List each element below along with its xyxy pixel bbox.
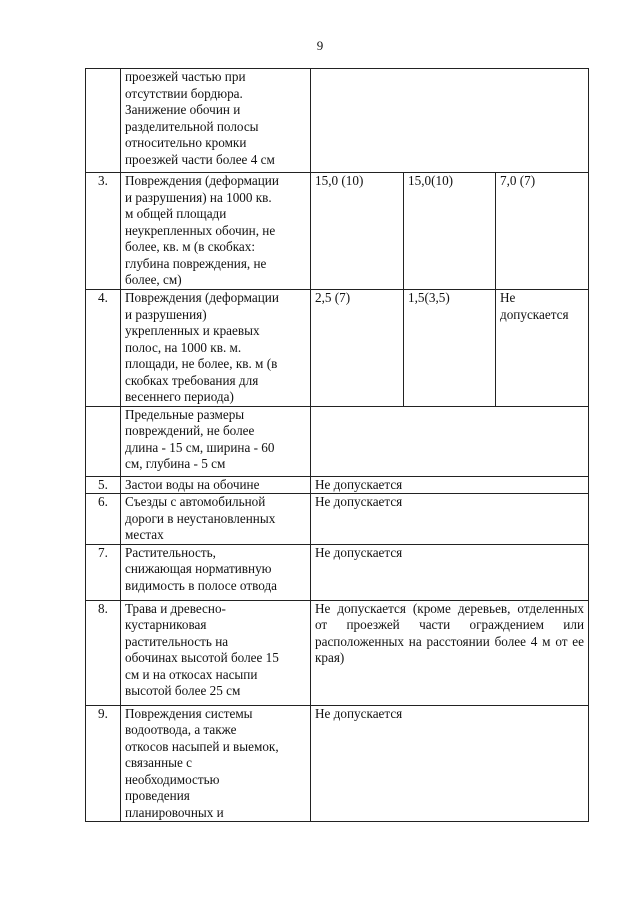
description-line: Съезды с автомобильной xyxy=(125,494,266,509)
description-cell xyxy=(121,406,311,476)
description-cell xyxy=(121,494,311,545)
description-line: связанные с xyxy=(125,755,193,770)
row-number-cell xyxy=(86,406,121,476)
value-line: Не xyxy=(500,290,516,305)
description-line: Повреждения системы xyxy=(125,705,253,721)
table-row xyxy=(86,173,589,290)
description-line: скобках требования для xyxy=(125,372,259,388)
description-cell xyxy=(121,173,311,290)
merged-value-cell: Не допускается xyxy=(311,544,589,600)
description-line: водоотвода, а также xyxy=(125,722,237,737)
description-line: м общей площади xyxy=(125,206,227,221)
merged-value-cell: Не допускается (кроме деревьев, отделенных от проезжей части ограждением или расположенных на расстоянии более 4 м от ее края) xyxy=(311,600,589,705)
merged-value-cell xyxy=(311,69,589,173)
description-line: Занижение обочин и xyxy=(125,102,241,117)
description-line: дороги в неустановленных xyxy=(125,510,276,526)
description-line: растительность на xyxy=(125,633,229,649)
merged-value-cell: Не допускается xyxy=(311,705,589,822)
value-cell-2: 15,0(10) xyxy=(404,173,496,290)
description-line: и разрушения) на 1000 кв. xyxy=(125,189,272,205)
description-line: проезжей частью при xyxy=(125,69,246,84)
table-row xyxy=(86,69,589,173)
description-line: площади, не более, кв. м (в xyxy=(125,356,278,371)
value-line: допускается xyxy=(500,306,569,322)
table-row xyxy=(86,544,589,600)
description-line: полос, на 1000 кв. м. xyxy=(125,339,242,355)
description-cell xyxy=(121,290,311,407)
description-cell xyxy=(121,476,311,494)
row-number-cell xyxy=(86,69,121,173)
table-row xyxy=(86,705,589,822)
description-line: необходимостью xyxy=(125,771,220,787)
row-number-cell: 9. xyxy=(86,705,121,822)
table-row xyxy=(86,476,589,494)
description-line: весеннего периода) xyxy=(125,389,234,404)
description-line: более, кв. м (в скобках: xyxy=(125,239,256,254)
description-line: Растительность, xyxy=(125,544,216,560)
description-line: более, см) xyxy=(125,272,182,287)
description-line: относительно кромки xyxy=(125,135,247,150)
value-cell-1: 2,5 (7) xyxy=(311,290,404,407)
description-cell xyxy=(121,600,311,705)
row-number-cell: 8. xyxy=(86,600,121,705)
description-line: длина - 15 см, ширина - 60 xyxy=(125,439,275,455)
description-line: Повреждения (деформации xyxy=(125,173,279,188)
description-line: проведения xyxy=(125,788,190,803)
description-line: повреждений, не более xyxy=(125,423,255,438)
description-line: высотой более 25 см xyxy=(125,683,241,698)
row-number-cell: 3. xyxy=(86,173,121,290)
description-line: неукрепленных обочин, не xyxy=(125,222,276,238)
description-cell xyxy=(121,544,311,600)
value-cell-2: 1,5(3,5) xyxy=(404,290,496,407)
value-cell-1: 15,0 (10) xyxy=(311,173,404,290)
table-row xyxy=(86,494,589,545)
row-number-cell: 7. xyxy=(86,544,121,600)
description-line: Трава и древесно- xyxy=(125,600,226,616)
description-line: проезжей части более 4 см xyxy=(125,151,275,167)
table-row xyxy=(86,290,589,407)
requirements-table xyxy=(85,68,589,822)
table-row xyxy=(86,600,589,705)
row-number-cell: 4. xyxy=(86,290,121,407)
description-line: планировочных и xyxy=(125,804,224,820)
row-number-cell: 6. xyxy=(86,494,121,545)
description-cell xyxy=(121,69,311,173)
page-number: 9 xyxy=(316,38,324,53)
description-line: обочинах высотой более 15 xyxy=(125,650,279,665)
description-line: Предельные размеры xyxy=(125,406,245,422)
merged-value-cell: Не допускается xyxy=(311,476,589,494)
value-line: 7,0 (7) xyxy=(500,173,536,188)
description-cell xyxy=(121,705,311,822)
merged-value-cell xyxy=(311,406,589,476)
merged-value-cell: Не допускается xyxy=(311,494,589,545)
row-number-cell: 5. xyxy=(86,476,121,494)
value-cell-3 xyxy=(496,173,589,290)
description-line: см, глубина - 5 см xyxy=(125,456,226,471)
description-line: Повреждения (деформации xyxy=(125,290,279,305)
description-line: отсутствии бордюра. xyxy=(125,85,243,101)
description-line: см и на откосах насыпи xyxy=(125,666,258,682)
description-line: кустарниковая xyxy=(125,617,207,632)
description-line: снижающая нормативную xyxy=(125,561,272,576)
description-line: глубина повреждения, не xyxy=(125,255,267,271)
description-line: местах xyxy=(125,527,164,542)
description-line: откосов насыпей и выемок, xyxy=(125,738,279,754)
description-line: и разрушения) xyxy=(125,306,207,322)
value-cell-3 xyxy=(496,290,589,407)
description-line: укрепленных и краевых xyxy=(125,323,260,338)
table-row xyxy=(86,406,589,476)
description-line: разделительной полосы xyxy=(125,118,259,134)
description-line: видимость в полосе отвода xyxy=(125,577,278,593)
description-line: Застои воды на обочине xyxy=(125,476,260,492)
